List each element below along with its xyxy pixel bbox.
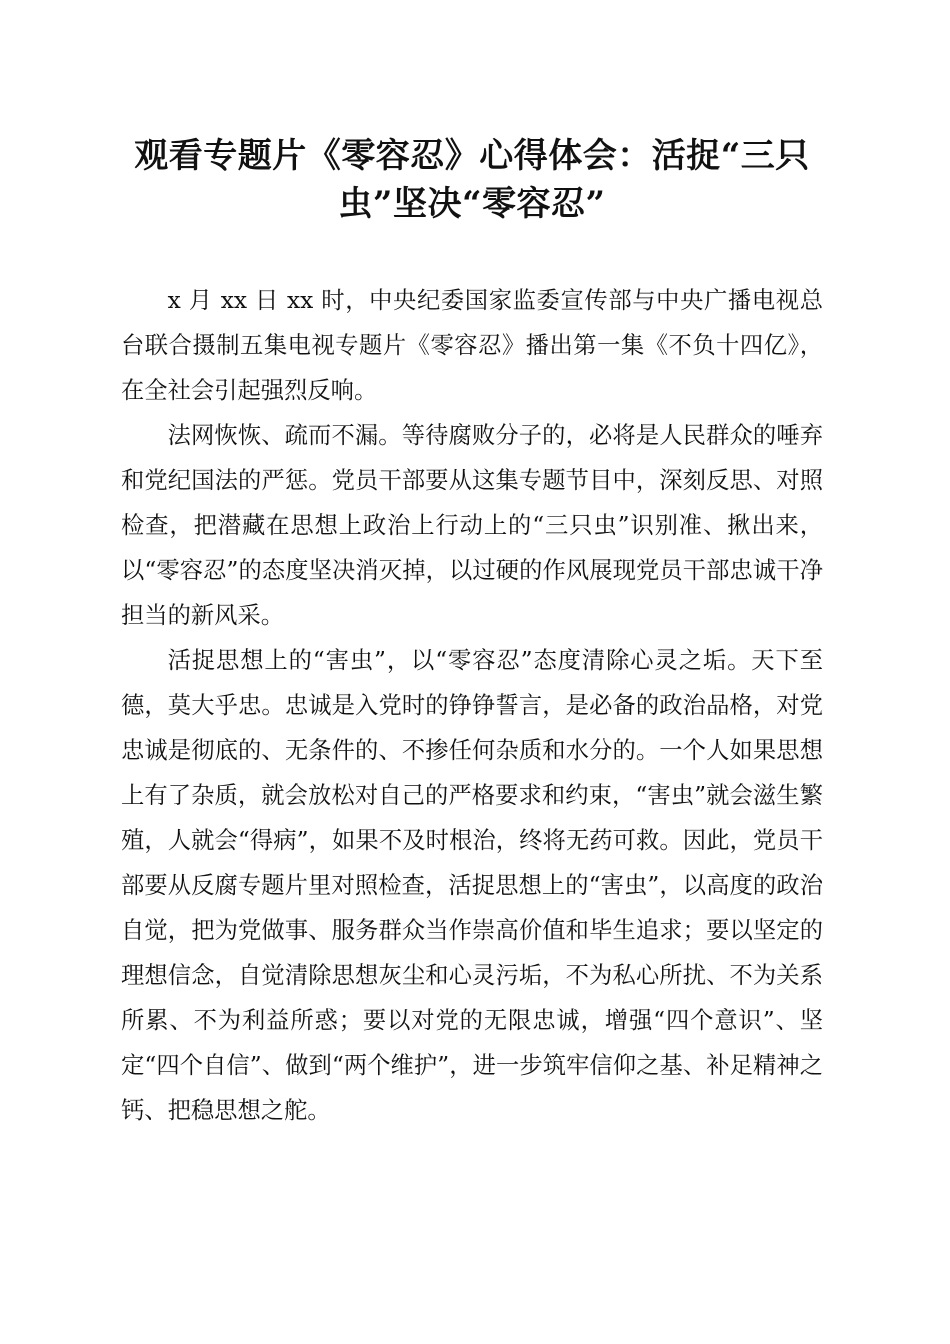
document-title: 观看专题片《零容忍》心得体会：活捉“三只虫”坚决“零容忍”: [134, 136, 810, 224]
paragraph-3: 活捉思想上的“害虫”，以“零容忍”态度清除心灵之垢。天下至德，莫大乎忠。忠诚是入党时的铮铮誓言，是必备的政治品格，对党忠诚是彻底的、无条件的、不掺任何杂质和水分的。一个人如果思想上有了杂质，就会放松对自己的严格要求和约束，“害虫”就会滋生繁殖，人就会“得病”，如果不及时根治，终将无药可救。因此，党员干部要从反腐专题片里对照检查，活捉思想上的“害虫”，以高度的政治自觉，把为党做事、服务群众当作崇高价值和毕生追求；要以坚定的理想信念，自觉清除思想灰尘和心灵污垢，不为私心所扰、不为关系所累、不为利益所惑；要以对党的无限忠诚，增强“四个意识”、坚定“四个自信”、做到“两个维护”，进一步筑牢信仰之基、补足精神之钙、把稳思想之舵。: [121, 647, 823, 1124]
document-body: [121, 278, 823, 1133]
paragraph-1: x 月 xx 日 xx 时，中央纪委国家监委宣传部与中央广播电视总台联合摄制五集电视专题片《零容忍》播出第一集《不负十四亿》，在全社会引起强烈反响。: [121, 287, 823, 404]
paragraph-2: 法网恢恢、疏而不漏。等待腐败分子的，必将是人民群众的唾弃和党纪国法的严惩。党员干部要从这集专题节目中，深刻反思、对照检查，把潜藏在思想上政治上行动上的“三只虫”识别准、揪出来，以“零容忍”的态度坚决消灭掉，以过硬的作风展现党员干部忠诚干净担当的新风采。: [121, 422, 823, 629]
